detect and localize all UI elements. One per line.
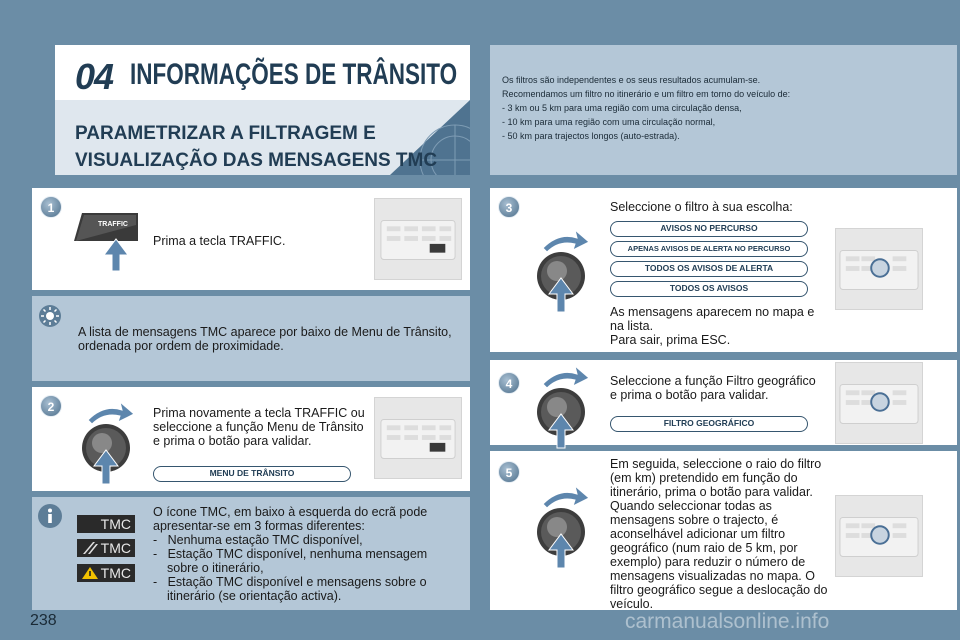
note-list <box>153 533 443 603</box>
radio-panel-image <box>374 198 462 280</box>
step1-text: Prima a tecla TRAFFIC. <box>153 234 286 248</box>
tmc-label: TMC <box>100 565 131 581</box>
radio-panel-image <box>374 397 462 479</box>
filter-option[interactable]: AVISOS NO PERCURSO <box>610 221 808 237</box>
intro-line1: Os filtros são independentes e os seus resultados acumulam-se. <box>502 75 761 85</box>
rotary-knob-icon <box>525 222 605 314</box>
intro-item: - 3 km ou 5 km para uma região com uma circulação densa, <box>502 103 742 113</box>
tmc-icon-with-messages <box>77 564 135 582</box>
step5-text: Em seguida, seleccione o raio do filtro (em km) pretendido em função do itinerário, prima o botão para validar. Quando seleccionar todas as mensagens sobre o trajecto, é aconselhável adicionar um filtro geográfico (num raio de 5 km, por exemplo) para reduzir o número de mensagens visualizadas no mapa. O filtro geográfico segue a deslocação do veículo. <box>610 457 828 611</box>
intro-item: - 50 km para trajectos longos (auto-estrada). <box>502 131 680 141</box>
intro-list <box>502 101 942 143</box>
intro-panel <box>490 45 957 175</box>
page-title: INFORMAÇÕES DE TRÂNSITO <box>130 58 458 91</box>
note-item: - Estação TMC disponível e mensagens sobre o itinerário (se orientação activa). <box>153 575 427 603</box>
step2-text: Prima novamente a tecla TRAFFIC ou seleccione a função Menu de Trânsito e prima o botão para validar. <box>153 406 365 448</box>
stripes-icon <box>81 541 99 555</box>
intro-line2: Recomendamos um filtro no itinerário e um filtro em torno do veículo de: <box>502 89 791 99</box>
radio-panel-image <box>835 362 923 444</box>
step5-number-badge: 5 <box>498 461 520 483</box>
note-item: - Nenhuma estação TMC disponível, <box>153 533 363 547</box>
rotary-knob-icon <box>525 358 605 450</box>
note-item: - Estação TMC disponível, nenhuma mensagem sobre o itinerário, <box>153 547 428 575</box>
step3-number-badge: 3 <box>498 196 520 218</box>
filter-option[interactable]: APENAS AVISOS DE ALERTA NO PERCURSO <box>610 241 808 257</box>
note-text: O ícone TMC, em baixo à esquerda do ecrã pode apresentar-se em 3 formas diferentes: <box>153 505 428 533</box>
step2-number-badge: 2 <box>40 395 62 417</box>
section-title-line2: VISUALIZAÇÃO DAS MENSAGENS TMC <box>75 150 438 171</box>
filter-option[interactable]: TODOS OS AVISOS <box>610 281 808 297</box>
step3-exit-text: Para sair, prima ESC. <box>610 333 731 347</box>
info-icon <box>37 503 63 529</box>
tmc-label: TMC <box>100 540 131 556</box>
step3-text: Seleccione o filtro à sua escolha: <box>610 200 793 214</box>
traffic-key-label: TRAFFIC <box>98 221 128 228</box>
step4-text: Seleccione a função Filtro geográfico e prima o botão para validar. <box>610 374 816 402</box>
watermark: carmanualsonline.info <box>625 610 830 633</box>
intro-item: - 10 km para uma região com uma circulação normal, <box>502 117 716 127</box>
step1-number-badge: 1 <box>40 196 62 218</box>
lightbulb-icon <box>38 304 62 328</box>
warning-icon <box>81 566 99 580</box>
radio-panel-image <box>835 228 923 310</box>
step3-after-text: As mensagens aparecem no mapa e na lista. <box>610 305 815 333</box>
tmc-icon-no-message <box>77 539 135 557</box>
tip-text: A lista de mensagens TMC aparece por baixo de Menu de Trânsito, ordenada por ordem de proximidade. <box>78 325 452 353</box>
rotary-knob-icon <box>525 478 605 570</box>
section-title <box>75 120 437 174</box>
rotary-knob-icon <box>70 394 150 486</box>
step4-number-badge: 4 <box>498 372 520 394</box>
menu-transito-pill[interactable]: MENU DE TRÂNSITO <box>153 466 351 482</box>
filter-option[interactable]: TODOS OS AVISOS DE ALERTA <box>610 261 808 277</box>
chapter-number: 04 <box>75 56 114 97</box>
page-number: 238 <box>30 612 57 629</box>
filtro-geografico-pill[interactable]: FILTRO GEOGRÁFICO <box>610 416 808 432</box>
radio-panel-image <box>835 495 923 577</box>
section-title-line1: PARAMETRIZAR A FILTRAGEM E <box>75 123 376 144</box>
tmc-icon-none: TMC <box>77 515 135 533</box>
traffic-key-icon <box>68 205 144 275</box>
